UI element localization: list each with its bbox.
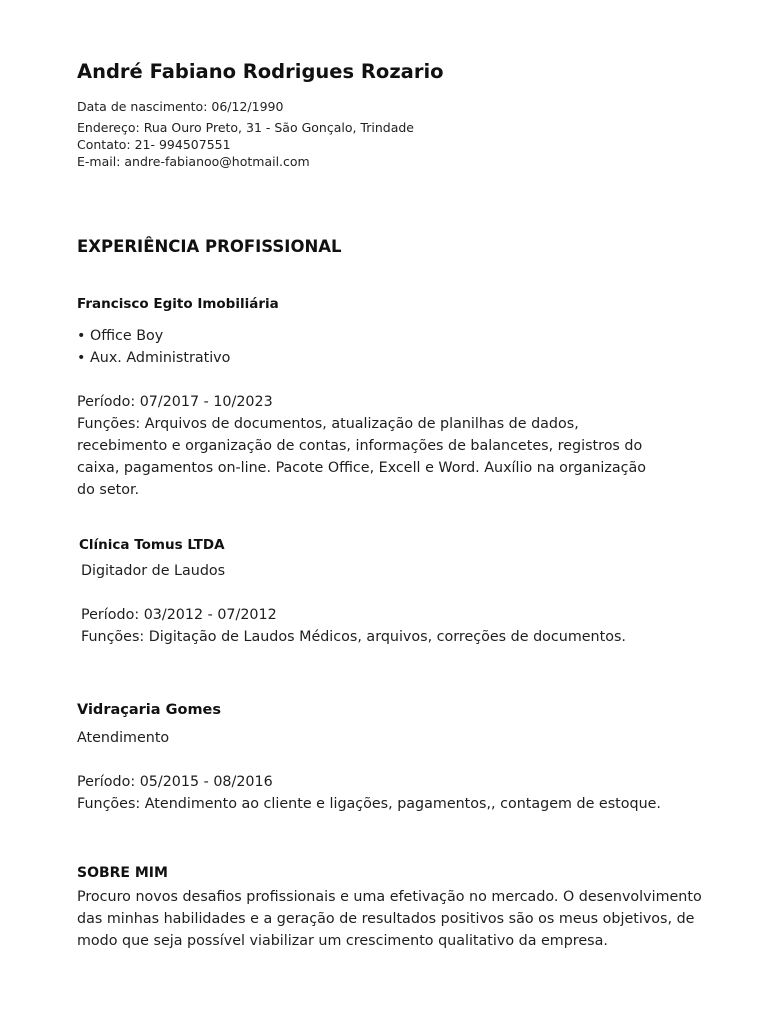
- job-duties-line: do setor.: [77, 482, 140, 498]
- about-text: [77, 886, 762, 952]
- job-company: Vidraçaria Gomes: [77, 702, 222, 718]
- job-details: [77, 325, 762, 501]
- job-duties-line: recebimento e organização de contas, informações de balancetes, registros do: [77, 438, 643, 454]
- birth-date: Data de nascimento: 06/12/1990: [77, 99, 284, 114]
- job-company: Francisco Egito Imobiliária: [77, 296, 279, 312]
- experience-section-title: EXPERIÊNCIA PROFISSIONAL: [77, 237, 342, 256]
- job-duties-line: Funções: Arquivos de documentos, atualização de planilhas de dados,: [77, 416, 579, 432]
- about-line: Procuro novos desafios profissionais e uma efetivação no mercado. O desenvolvimento: [77, 889, 702, 905]
- job-details: [77, 560, 766, 648]
- about-line: das minhas habilidades e a geração de resultados positivos são os meus objetivos, de: [77, 911, 695, 927]
- job-duties-line: Funções: Atendimento ao cliente e ligações, pagamentos,, contagem de estoque.: [77, 796, 661, 812]
- candidate-name: André Fabiano Rodrigues Rozario: [77, 60, 444, 83]
- phone: Contato: 21- 994507551: [77, 137, 231, 152]
- job-role: • Office Boy: [77, 328, 164, 344]
- job-role: • Aux. Administrativo: [77, 350, 231, 366]
- job-role: Atendimento: [77, 730, 170, 746]
- email: E-mail: andre-fabianoo@hotmail.com: [77, 154, 310, 169]
- job-details: [77, 727, 762, 815]
- about-line: modo que seja possível viabilizar um crescimento qualitativo da empresa.: [77, 933, 608, 949]
- job-role: Digitador de Laudos: [81, 563, 226, 579]
- job-company: Clínica Tomus LTDA: [79, 537, 225, 553]
- job-period: Período: 05/2015 - 08/2016: [77, 774, 273, 790]
- job-duties-line: caixa, pagamentos on-line. Pacote Office, Excell e Word. Auxílio na organização: [77, 460, 646, 476]
- job-period: Período: 07/2017 - 10/2023: [77, 394, 273, 410]
- job-duties-line: Funções: Digitação de Laudos Médicos, arquivos, correções de documentos.: [81, 629, 626, 645]
- address: Endereço: Rua Ouro Preto, 31 - São Gonçalo, Trindade: [77, 120, 414, 135]
- job-period: Período: 03/2012 - 07/2012: [81, 607, 277, 623]
- about-section-title: SOBRE MIM: [77, 865, 168, 881]
- contact-block: [77, 98, 414, 170]
